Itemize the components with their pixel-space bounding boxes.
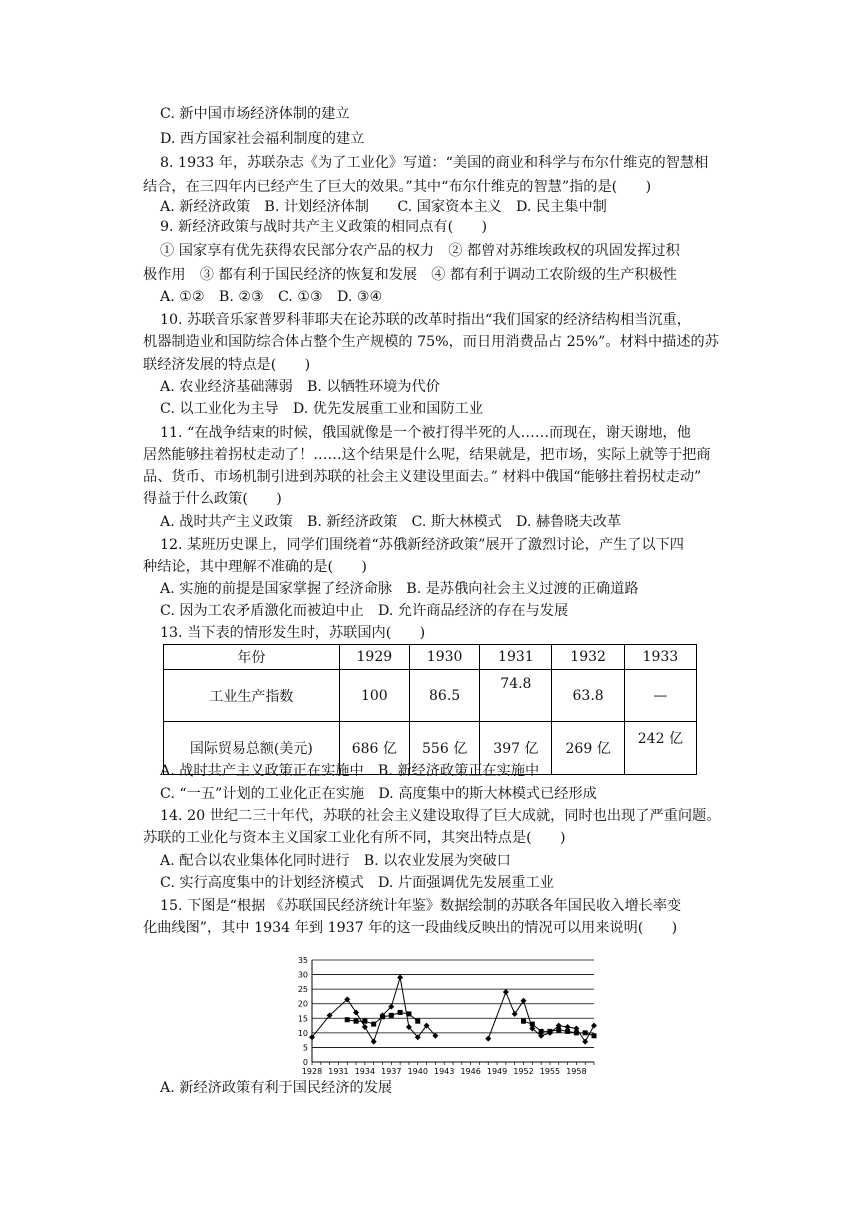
- data-point-square: [539, 1029, 544, 1034]
- table-header-cell: 年份: [164, 645, 340, 670]
- x-tick-label: 1934: [354, 1067, 376, 1076]
- y-tick-label: 0: [302, 1058, 308, 1067]
- option-d-line: D. 西方国家社会福利制度的建立: [160, 131, 365, 147]
- q10-options-2: C. 以工业化为主导 D. 优先发展重工业和国防工业: [160, 401, 484, 417]
- q11-options: A. 战时共产主义政策 B. 新经济政策 C. 斯大林模式 D. 赫鲁晓夫改革: [160, 514, 622, 530]
- data-point-diamond: [485, 1036, 491, 1042]
- data-point-diamond: [353, 1009, 359, 1015]
- q15-stem-2: 化曲线图”，其中 1934 年到 1937 年的这一段曲线反映出的情况可以用来说明( ): [143, 920, 678, 936]
- data-point-diamond: [371, 1039, 377, 1045]
- table-cell: 63.8: [552, 670, 624, 722]
- data-point-square: [547, 1029, 552, 1034]
- option-c-line: C. 新中国市场经济体制的建立: [160, 106, 350, 122]
- data-point-square: [354, 1019, 359, 1024]
- data-point-square: [521, 1019, 526, 1024]
- q14-stem-2: 苏联的工业化与资本主义国家工业化有所不同，其突出特点是( ): [143, 830, 566, 846]
- data-point-square: [415, 1019, 420, 1024]
- table-cell: 397 亿: [480, 722, 552, 775]
- data-point-square: [556, 1027, 561, 1032]
- data-point-square: [565, 1029, 570, 1034]
- q9-options: A. ①② B. ②③ C. ①③ D. ③④: [160, 289, 383, 305]
- table-header-cell: 1932: [552, 645, 624, 670]
- q10-stem-3: 联经济发展的特点是( ): [143, 357, 311, 373]
- table-cell: 工业生产指数: [164, 670, 340, 722]
- table-header-cell: 1930: [409, 645, 479, 670]
- table-cell: 686 亿: [339, 722, 409, 775]
- data-point-diamond: [397, 974, 403, 980]
- x-tick-label: 1931: [328, 1067, 349, 1076]
- q15-stem-1: 15. 下图是“根据 《苏联国民经济统计年鉴》数据绘制的苏联各年国民收入增长率变: [160, 898, 682, 914]
- data-point-square: [406, 1011, 411, 1016]
- q13-options-2: C. “一五”计划的工业化正在实施 D. 高度集中的斯大林模式已经形成: [160, 786, 597, 802]
- q11-stem-3: 品、货币、市场机制引进到苏联的社会主义建设里面去。” 材料中俄国“能够拄着拐杖走动”: [143, 469, 702, 485]
- data-point-square: [530, 1022, 535, 1027]
- table-cell: 100: [339, 670, 409, 722]
- q14-options-1: A. 配合以农业集体化同时进行 B. 以农业发展为突破口: [160, 853, 511, 869]
- q9-stem: 9. 新经济政策与战时共产主义政策的相同点有( ): [160, 219, 488, 235]
- q12-stem-1: 12. 某班历史课上，同学们围绕着“苏俄新经济政策”展开了激烈讨论，产生了以下四: [160, 537, 684, 553]
- data-point-square: [592, 1033, 597, 1038]
- x-tick-label: 1952: [513, 1067, 534, 1076]
- series-line: [312, 978, 435, 1042]
- x-tick-label: 1928: [301, 1067, 323, 1076]
- data-point-diamond: [591, 1023, 597, 1029]
- data-point-diamond: [521, 998, 527, 1004]
- data-point-diamond: [503, 989, 509, 995]
- table-cell: —: [624, 670, 696, 722]
- q11-stem-4: 得益于什么政策( ): [143, 491, 282, 507]
- q8-options: A. 新经济政策 B. 计划经济体制 C. 国家资本主义 D. 民主集中制: [160, 199, 607, 215]
- data-point-square: [398, 1010, 403, 1015]
- q15-option-a: A. 新经济政策有利于国民经济的发展: [160, 1080, 393, 1096]
- national-income-growth-chart: [292, 940, 604, 1080]
- table-cell: 74.8: [480, 670, 552, 722]
- q11-stem-2: 居然能够拄着拐杖走动了！……这个结果是什么呢，结果就是，把市场，实际上就等于把商: [143, 447, 711, 463]
- data-point-diamond: [362, 1024, 368, 1030]
- y-tick-label: 35: [297, 956, 308, 965]
- data-point-square: [574, 1030, 579, 1035]
- q8-stem-2: 结合，在三四年内已经产生了巨大的效果。”其中“布尔什维克的智慧”指的是( ): [143, 179, 652, 195]
- data-point-diamond: [512, 1011, 518, 1017]
- data-point-square: [345, 1017, 350, 1022]
- data-point-square: [380, 1014, 385, 1019]
- table-header-cell: 1929: [339, 645, 409, 670]
- data-point-square: [583, 1030, 588, 1035]
- y-tick-label: 30: [297, 970, 308, 980]
- data-point-square: [371, 1022, 376, 1027]
- q11-stem-1: 11. “在战争结束的时候，俄国就像是一个被打得半死的人……而现在，谢天谢地，他: [160, 425, 691, 441]
- table-cell: 242 亿: [624, 722, 696, 775]
- table-cell: 269 亿: [552, 722, 624, 775]
- q13-data-table: [163, 644, 697, 775]
- table-cell: 556 亿: [409, 722, 479, 775]
- q13-options-1: A. 战时共产主义政策正在实施中 B. 新经济政策正在实施中: [160, 763, 540, 779]
- x-tick-label: 1940: [407, 1067, 428, 1076]
- table-header-cell: 1931: [480, 645, 552, 670]
- x-tick-label: 1955: [539, 1067, 561, 1076]
- q12-options-2: C. 因为工农矛盾激化而被迫中止 D. 允许商品经济的存在与发展: [160, 603, 569, 619]
- y-tick-label: 20: [297, 999, 308, 1009]
- x-tick-label: 1943: [434, 1067, 455, 1076]
- y-tick-label: 15: [297, 1014, 308, 1024]
- table-cell: 86.5: [409, 670, 479, 722]
- q10-options-1: A. 农业经济基础薄弱 B. 以牺牲环境为代价: [160, 379, 440, 395]
- data-point-square: [362, 1019, 367, 1024]
- q12-options-1: A. 实施的前提是国家掌握了经济命脉 B. 是苏俄向社会主义过渡的正确道路: [160, 581, 639, 597]
- q10-stem-1: 10. 苏联音乐家普罗科菲耶夫在论苏联的改革时指出“我们国家的经济结构相当沉重，: [160, 312, 691, 328]
- table-cell: 国际贸易总额(美元): [164, 722, 340, 775]
- q9-items-2: 极作用 ③ 都有利于国民经济的恢复和发展 ④ 都有利于调动工农阶级的生产积极性: [143, 267, 677, 283]
- q14-options-2: C. 实行高度集中的计划经济模式 D. 片面强调优先发展重工业: [160, 875, 554, 891]
- x-tick-label: 1958: [566, 1067, 587, 1076]
- q14-stem-1: 14. 20 世纪二三十年代，苏联的社会主义建设取得了巨大成就，同时也出现了严重问题。: [160, 808, 721, 824]
- x-tick-label: 1949: [486, 1067, 508, 1076]
- q10-stem-2: 机器制造业和国防综合体占整个生产规模的 75%，而日用消费品占 25%”。材料中描述的苏: [143, 334, 719, 350]
- q13-stem: 13. 当下表的情形发生时，苏联国内( ): [160, 625, 426, 641]
- q9-items-1: ① 国家享有优先获得农民部分农产品的权力 ② 都曾对苏维埃政权的巩固发挥过积: [160, 243, 680, 259]
- x-tick-label: 1946: [460, 1067, 481, 1076]
- table-header-cell: 1933: [624, 645, 696, 670]
- q12-stem-2: 种结论，其中理解不准确的是( ): [143, 559, 367, 575]
- q8-stem-1: 8. 1933 年，苏联杂志《为了工业化》写道：“美国的商业和科学与布尔什维克的智慧相: [160, 155, 709, 171]
- y-tick-label: 10: [297, 1028, 308, 1038]
- data-point-square: [389, 1013, 394, 1018]
- data-point-diamond: [582, 1039, 588, 1045]
- x-tick-label: 1937: [381, 1067, 402, 1076]
- y-tick-label: 5: [302, 1043, 308, 1053]
- y-tick-label: 25: [297, 985, 308, 995]
